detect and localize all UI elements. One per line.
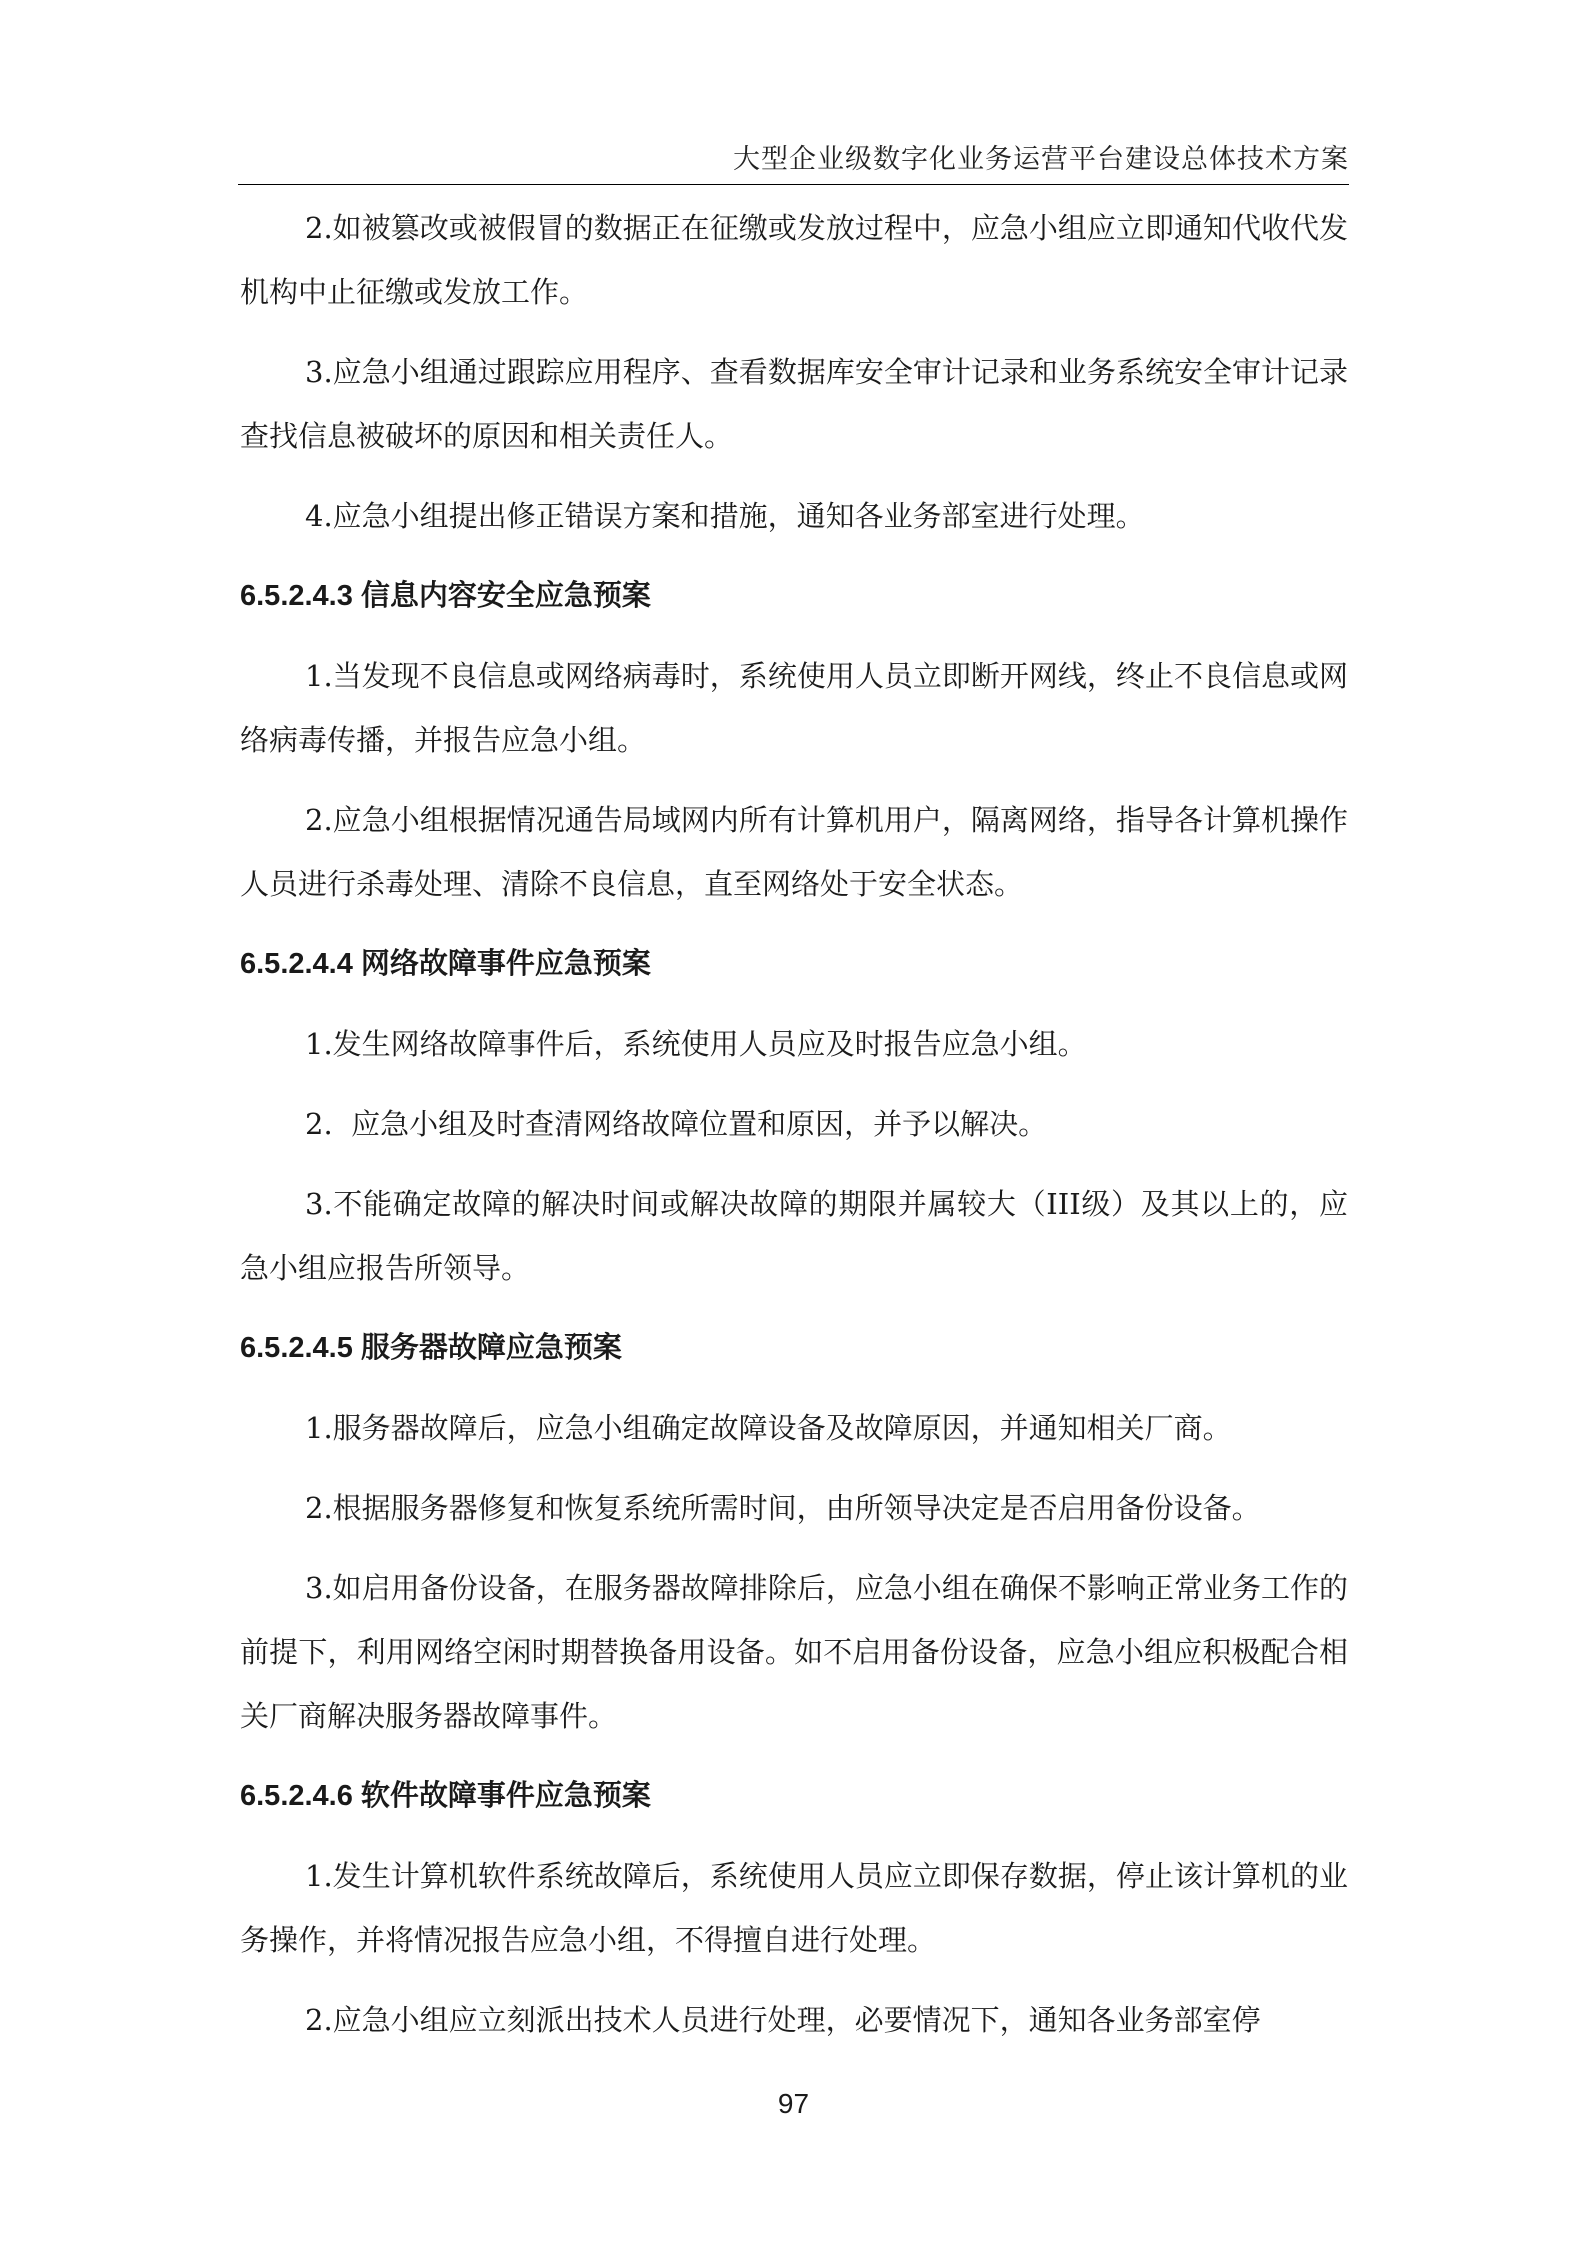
- header-divider: [238, 184, 1349, 185]
- paragraph: 4.应急小组提出修正错误方案和措施，通知各业务部室进行处理。: [305, 499, 1145, 533]
- paragraph: 3.应急小组通过跟踪应用程序、查看数据库安全审计记录和业务系统安全审计记录查找信息被破坏的原因和相关责任人。: [240, 355, 1348, 453]
- document-body: [240, 196, 1348, 2068]
- paragraph: 2.应急小组应立刻派出技术人员进行处理，必要情况下，通知各业务部室停: [305, 2003, 1261, 2037]
- section-heading: 6.5.2.4.6 软件故障事件应急预案: [240, 1780, 651, 1812]
- paragraph: 1.发生网络故障事件后，系统使用人员应及时报告应急小组。: [305, 1027, 1087, 1061]
- paragraph: 2. 应急小组及时查清网络故障位置和原因，并予以解决。: [305, 1107, 1048, 1141]
- paragraph: 3.如启用备份设备，在服务器故障排除后，应急小组在确保不影响正常业务工作的前提下，利用网络空闲时期替换备用设备。如不启用备份设备，应急小组应积极配合相关厂商解决服务器故障事件。: [240, 1571, 1348, 1733]
- paragraph: 1.当发现不良信息或网络病毒时，系统使用人员立即断开网线，终止不良信息或网络病毒传播，并报告应急小组。: [240, 659, 1348, 757]
- paragraph: 3.不能确定故障的解决时间或解决故障的期限并属较大（III级）及其以上的，应急小组应报告所领导。: [240, 1187, 1348, 1285]
- section-heading: 6.5.2.4.3 信息内容安全应急预案: [240, 580, 651, 612]
- paragraph: 2.应急小组根据情况通告局域网内所有计算机用户，隔离网络，指导各计算机操作人员进行杀毒处理、清除不良信息，直至网络处于安全状态。: [240, 803, 1348, 901]
- paragraph: 1.发生计算机软件系统故障后，系统使用人员应立即保存数据，停止该计算机的业务操作，并将情况报告应急小组，不得擅自进行处理。: [240, 1859, 1348, 1957]
- section-heading: 6.5.2.4.4 网络故障事件应急预案: [240, 948, 651, 980]
- paragraph: 2.根据服务器修复和恢复系统所需时间，由所领导决定是否启用备份设备。: [305, 1491, 1261, 1525]
- page-number: 97: [777, 2088, 810, 2119]
- paragraph: 2.如被篡改或被假冒的数据正在征缴或发放过程中，应急小组应立即通知代收代发机构中止征缴或发放工作。: [240, 211, 1348, 309]
- section-heading: 6.5.2.4.5 服务器故障应急预案: [240, 1332, 622, 1364]
- page-header-title: 大型企业级数字化业务运营平台建设总体技术方案: [733, 144, 1349, 175]
- paragraph: 1.服务器故障后，应急小组确定故障设备及故障原因，并通知相关厂商。: [305, 1411, 1232, 1445]
